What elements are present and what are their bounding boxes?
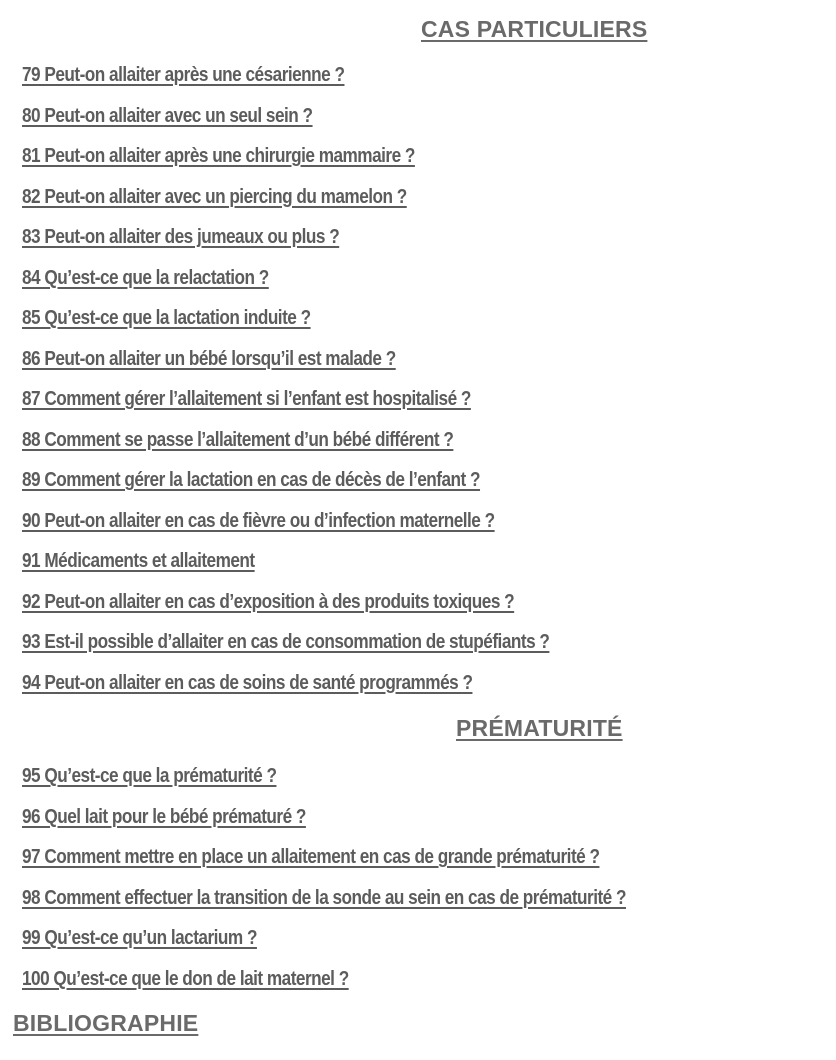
toc-item: [22, 102, 635, 143]
toc-item: [22, 466, 635, 507]
toc-link-93[interactable]: 93 Est-il possible d’allaiter en cas de consommation de stupéfiants ?: [22, 631, 550, 653]
toc-link-99[interactable]: 99 Qu’est-ce qu’un lactarium ?: [22, 927, 257, 949]
toc-item: [22, 385, 635, 426]
toc-link-92[interactable]: 92 Peut-on allaiter en cas d’exposition à des produits toxiques ?: [22, 590, 515, 613]
toc-link-79[interactable]: 79 Peut-on allaiter après une césarienne ?: [22, 64, 345, 86]
toc-link-82[interactable]: 82 Peut-on allaiter avec un piercing du mamelon ?: [22, 185, 407, 208]
toc-item: [22, 264, 635, 305]
toc-item: [22, 924, 724, 965]
toc-link-96[interactable]: 96 Quel lait pour le bébé prématuré ?: [22, 805, 306, 828]
toc-link-95[interactable]: 95 Qu’est-ce que la prématurité ?: [22, 765, 277, 787]
toc-item: [22, 843, 724, 884]
toc-link-89[interactable]: 89 Comment gérer la lactation en cas de décès de l’enfant ?: [22, 469, 481, 491]
toc-link-81[interactable]: 81 Peut-on allaiter après une chirurgie mammaire ?: [22, 145, 415, 167]
toc-item: [22, 803, 724, 844]
toc-item: [22, 884, 724, 925]
toc-link-83[interactable]: 83 Peut-on allaiter des jumeaux ou plus ?: [22, 226, 340, 248]
toc-link-97[interactable]: 97 Comment mettre en place un allaitement en cas de grande prématurité ?: [22, 846, 600, 868]
toc-item: [22, 223, 635, 264]
toc-item: [22, 669, 635, 710]
toc-link-84[interactable]: 84 Qu’est-ce que la relactation ?: [22, 266, 269, 289]
toc-link-87[interactable]: 87 Comment gérer l’allaitement si l’enfant est hospitalisé ?: [22, 388, 471, 410]
toc-list-prematurite: [22, 762, 724, 1005]
toc-link-86[interactable]: 86 Peut-on allaiter un bébé lorsqu’il est malade ?: [22, 347, 396, 370]
toc-link-94[interactable]: 94 Peut-on allaiter en cas de soins de santé programmés ?: [22, 671, 473, 694]
toc-item: [22, 547, 635, 588]
toc-list-cas-particuliers: [22, 61, 635, 709]
section-heading-bibliographie[interactable]: BIBLIOGRAPHIE: [13, 1010, 199, 1036]
toc-item: [22, 965, 724, 1006]
toc-item: [22, 61, 635, 102]
toc-item: [22, 588, 635, 629]
toc-link-100[interactable]: 100 Qu’est-ce que le don de lait maternel ?: [22, 967, 349, 990]
toc-item: [22, 142, 635, 183]
toc-link-98[interactable]: 98 Comment effectuer la transition de la sonde au sein en cas de prématurité ?: [22, 886, 626, 909]
toc-item: [22, 507, 635, 548]
toc-item: [22, 345, 635, 386]
toc-link-88[interactable]: 88 Comment se passe l’allaitement d’un bébé différent ?: [22, 428, 454, 451]
toc-item: [22, 304, 635, 345]
toc-link-85[interactable]: 85 Qu’est-ce que la lactation induite ?: [22, 307, 311, 329]
toc-link-80[interactable]: 80 Peut-on allaiter avec un seul sein ?: [22, 104, 313, 127]
section-heading-cas-particuliers[interactable]: CAS PARTICULIERS: [421, 16, 648, 42]
toc-item: [22, 183, 635, 224]
toc-link-90[interactable]: 90 Peut-on allaiter en cas de fièvre ou d’infection maternelle ?: [22, 509, 495, 532]
toc-item: [22, 628, 635, 669]
toc-link-91[interactable]: 91 Médicaments et allaitement: [22, 550, 255, 572]
toc-item: [22, 762, 724, 803]
section-heading-prematurite[interactable]: PRÉMATURITÉ: [456, 715, 623, 741]
toc-item: [22, 426, 635, 467]
